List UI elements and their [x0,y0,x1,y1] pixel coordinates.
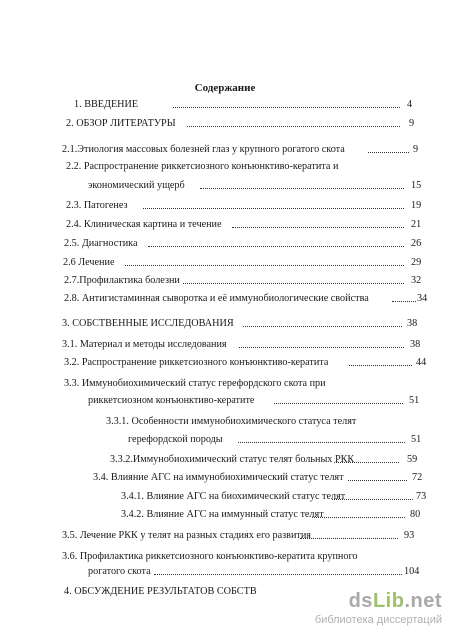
toc-entry [0,274,450,288]
toc-dot-leader [187,126,400,127]
toc-page-number: 32 [411,275,422,286]
toc-dot-leader [173,107,400,108]
toc-page-number: 29 [411,257,422,268]
toc-dot-leader [274,403,403,404]
toc-page-number: 34 [417,293,428,304]
toc-entry-title: 3.2. Распространение риккетсиозного конъюнктиво-кератита [64,357,329,368]
toc-entry [0,179,450,193]
toc-dot-leader [154,574,402,575]
toc-dot-leader [232,227,404,228]
toc-entry [0,356,450,370]
toc-page-number: 38 [410,339,421,350]
toc-page-number: 93 [404,530,415,541]
logo-ds: ds [348,590,373,612]
toc-entry-title: 2.4. Клиническая картина и течение [66,219,222,230]
toc-entry [0,377,450,391]
toc-entry [0,508,450,522]
toc-page-number: 4 [407,99,413,110]
toc-entry-title: 4. ОБСУЖДЕНИЕ РЕЗУЛЬТАТОВ СОБСТВ [64,586,257,597]
toc-entry [0,338,450,352]
toc-entry [0,550,450,564]
toc-page-number: 72 [412,472,423,483]
toc-dot-leader [183,283,404,284]
toc-entry-title: герефордской породы [128,434,223,445]
toc-dot-leader [243,326,402,327]
toc-page-number: 15 [411,180,422,191]
toc-dot-leader [312,517,405,518]
toc-page-number: 44 [416,357,427,368]
toc-dot-leader [143,208,404,209]
toc-entry-title: 1. ВВЕДЕНИЕ [74,99,139,110]
toc-page-number: 51 [411,434,422,445]
toc-page-number: 26 [411,238,422,249]
toc-page-number: 19 [411,200,422,211]
toc-page-number: 104 [404,566,420,577]
toc-dot-leader [334,462,399,463]
toc-dot-leader [368,152,409,153]
toc-entry-title: 3. СОБСТВЕННЫЕ ИССЛЕДОВАНИЯ [62,318,234,329]
toc-entry [0,199,450,213]
toc-page-number: 80 [410,509,421,520]
toc-entry [0,490,450,504]
toc-entry [0,237,450,251]
page-title: Содержание [194,82,256,94]
toc-entry-title: 3.4.1. Влияние АГС на биохимический статус телят [121,491,346,502]
toc-entry [0,117,450,131]
toc-dot-leader [392,301,416,302]
toc-dot-leader [332,499,413,500]
logo-net: .net [404,590,442,612]
toc-dot-leader [200,188,404,189]
toc-entry-title: экономический ущерб [88,180,185,191]
toc-page-number: 59 [407,454,418,465]
toc-entry-title: 3.3.2.Иммунобиохимический статус телят больных РКК [110,454,355,465]
toc-entry-title: риккетсиозном конъюнктиво-кератите [88,395,255,406]
toc-entry [0,453,450,467]
toc-entry-title: 3.6. Профилактика риккетсиозного конъюнктиво-кератита крупного [62,551,358,562]
toc-page-number: 21 [411,219,422,230]
toc-entry-title: 2.6 Лечение [63,257,115,268]
toc-entry-title: 3.4. Влияние АГС на иммунобиохимический статус телят [93,472,344,483]
toc-dot-leader [125,265,404,266]
toc-entry-title: 2.3. Патогенез [66,200,128,211]
toc-entry-title: 2.8. Антигистаминная сыворотка и её иммунобиологические свойства [64,293,369,304]
toc-entry-title: 3.3.1. Особенности иммунобиохимического статуса телят [106,416,357,427]
logo-lib: Lib [372,590,405,612]
toc-dot-leader [238,442,405,443]
toc-entry [0,415,450,429]
toc-entry-title: 3.1. Материал и методы исследования [62,339,227,350]
dslib-logo [349,590,442,613]
toc-entry [0,218,450,232]
toc-entry-title: 2.7.Профилактика болезни [64,275,180,286]
toc-entry-title: 3.3. Иммунобиохимический статус герефордского скота при [64,378,326,389]
toc-dot-leader [348,480,407,481]
toc-dot-leader [239,347,404,348]
toc-dot-leader [148,246,404,247]
watermark-subtitle: библиотека диссертаций [314,614,442,626]
toc-entry-title: 3.4.2. Влияние АГС на иммунный статус телят [121,509,324,520]
toc-entry [0,256,450,270]
toc-dot-leader [349,365,412,366]
watermark [262,590,442,630]
toc-page-number: 73 [416,491,427,502]
toc-page-number: 51 [409,395,420,406]
toc-page-number: 38 [407,318,418,329]
toc-entry [0,292,450,306]
toc-entry [0,565,450,579]
toc-entry [0,471,450,485]
toc-entry-title: 3.5. Лечение РКК у телят на разных стадиях его развития [62,530,311,541]
toc-entry [0,98,450,112]
toc-entry-title: рогатого скота [88,566,151,577]
toc-entry [0,160,450,174]
toc-entry [0,317,450,331]
toc-dot-leader [300,538,398,539]
toc-page-number: 9 [413,144,419,155]
toc-entry-title: 2.2. Распространение риккетсиозного конъюнктиво-кератита и [66,161,339,172]
toc-entry-title: 2.1.Этиология массовых болезней глаз у крупного рогатого скота [62,144,345,155]
toc-entry [0,529,450,543]
toc-entry [0,433,450,447]
toc-entry [0,394,450,408]
toc-page-number: 9 [409,118,415,129]
toc-entry [0,143,450,157]
toc-entry-title: 2. ОБЗОР ЛИТЕРАТУРЫ [66,118,176,129]
toc-entry-title: 2.5. Диагностика [64,238,138,249]
